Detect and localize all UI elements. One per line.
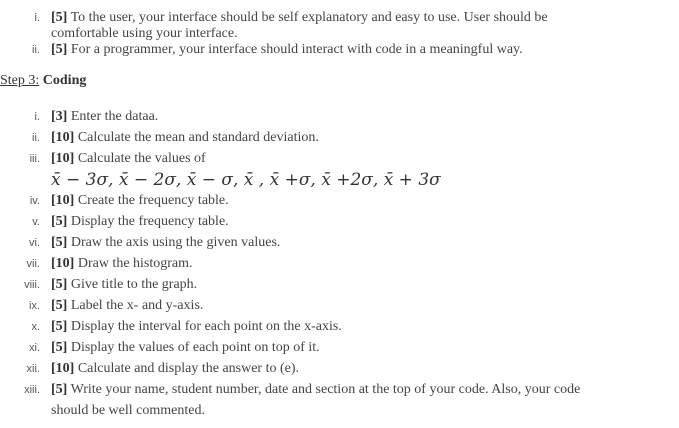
item-text: Calculate the values of bbox=[77, 151, 206, 166]
item-text: should be well commented. bbox=[51, 403, 205, 418]
item-number: iii. bbox=[29, 153, 40, 165]
item-number: vi. bbox=[29, 237, 40, 249]
item-number: ii. bbox=[32, 44, 40, 56]
item-points: [10] bbox=[51, 151, 75, 166]
item-points: [5] bbox=[51, 10, 68, 25]
item-points: [10] bbox=[51, 130, 75, 145]
item-points: [10] bbox=[51, 361, 75, 376]
item-points: [5] bbox=[51, 319, 68, 334]
item-number: ix. bbox=[29, 300, 40, 312]
item-number: viii. bbox=[24, 279, 40, 291]
item-points: [5] bbox=[51, 382, 68, 397]
item-text: Draw the axis using the given values. bbox=[70, 235, 281, 250]
step-label: Step 3: bbox=[0, 73, 40, 88]
item-text: comfortable using your interface. bbox=[51, 26, 238, 41]
item-number: vii. bbox=[26, 258, 40, 270]
item-text: Calculate and display the answer to (e). bbox=[77, 361, 300, 376]
item-number: v. bbox=[32, 216, 40, 228]
item-number: ii. bbox=[32, 132, 40, 144]
item-text: Enter the dataa. bbox=[70, 109, 159, 124]
item-text: Label the x- and y-axis. bbox=[70, 298, 204, 313]
item-text: Display the frequency table. bbox=[70, 214, 229, 229]
item-points: [3] bbox=[51, 109, 68, 124]
item-text: Give title to the graph. bbox=[70, 277, 198, 292]
item-points: [5] bbox=[51, 340, 68, 355]
item-number: xii. bbox=[26, 363, 40, 375]
item-number: xi. bbox=[29, 342, 40, 354]
item-text: For a programmer, your interface should interact with code in a meaningful way. bbox=[70, 42, 523, 57]
item-points: [5] bbox=[51, 214, 68, 229]
item-text: Calculate the mean and standard deviation. bbox=[77, 130, 319, 145]
item-points: [10] bbox=[51, 193, 75, 208]
item-number: x. bbox=[31, 321, 40, 333]
item-text: Display the interval for each point on the x-axis. bbox=[70, 319, 342, 334]
item-points: [5] bbox=[51, 298, 68, 313]
item-points: [5] bbox=[51, 42, 68, 57]
step-title: Coding bbox=[39, 73, 87, 88]
item-text: Display the values of each point on top of it. bbox=[70, 340, 320, 355]
item-points: [10] bbox=[51, 256, 75, 271]
item-text: Draw the histogram. bbox=[77, 256, 193, 271]
item-points: [5] bbox=[51, 277, 68, 292]
item-points: [5] bbox=[51, 235, 68, 250]
formula: x̄ − 3σ, x̄ − 2σ, x̄ − σ, x̄ , x̄ +σ, x̄ +2σ, x̄ + 3σ bbox=[51, 170, 441, 190]
item-number: iv. bbox=[29, 195, 40, 207]
item-number: i. bbox=[34, 12, 40, 24]
item-text: Write your name, student number, date and section at the top of your code. Also, your code bbox=[70, 382, 581, 397]
item-number: i. bbox=[34, 111, 40, 123]
item-text: Create the frequency table. bbox=[77, 193, 229, 208]
item-text: To the user, your interface should be self explanatory and easy to use. User should be bbox=[70, 10, 548, 25]
step-heading bbox=[0, 73, 86, 89]
item-number: xiii. bbox=[24, 384, 40, 396]
